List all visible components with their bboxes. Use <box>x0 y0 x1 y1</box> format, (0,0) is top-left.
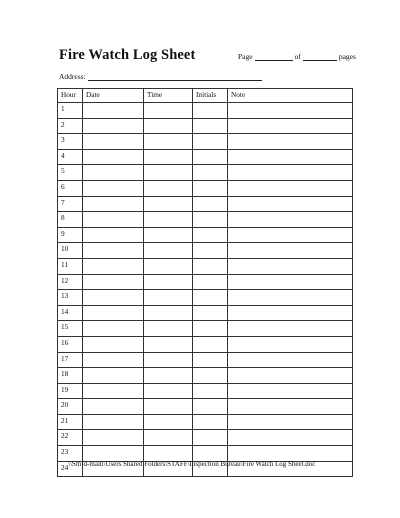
initials-cell[interactable] <box>193 165 228 181</box>
initials-cell[interactable] <box>193 430 228 446</box>
page-total-blank[interactable] <box>303 53 337 61</box>
hour-cell: 22 <box>58 430 83 446</box>
hour-cell: 12 <box>58 274 83 290</box>
date-cell[interactable] <box>83 321 144 337</box>
table-row <box>58 368 353 384</box>
initials-cell[interactable] <box>193 414 228 430</box>
hour-cell: 8 <box>58 212 83 228</box>
initials-cell[interactable] <box>193 321 228 337</box>
time-cell[interactable] <box>144 196 193 212</box>
note-cell[interactable] <box>228 103 353 119</box>
hour-cell: 15 <box>58 321 83 337</box>
table-row <box>58 118 353 134</box>
of-label: of <box>294 52 301 61</box>
table-row <box>58 243 353 259</box>
hour-cell: 4 <box>58 149 83 165</box>
table-row <box>58 414 353 430</box>
table-row <box>58 430 353 446</box>
header-time: Time <box>144 89 193 103</box>
note-cell[interactable] <box>228 165 353 181</box>
header-note: Note <box>228 89 353 103</box>
address-blank[interactable] <box>88 73 262 81</box>
note-cell[interactable] <box>228 414 353 430</box>
hour-cell: 23 <box>58 446 83 462</box>
table-row <box>58 227 353 243</box>
hour-cell: 13 <box>58 290 83 306</box>
table-row <box>58 274 353 290</box>
address-label: Address: <box>59 72 86 81</box>
date-cell[interactable] <box>83 383 144 399</box>
initials-cell[interactable] <box>193 149 228 165</box>
table-row <box>58 383 353 399</box>
hour-cell: 10 <box>58 243 83 259</box>
date-cell[interactable] <box>83 258 144 274</box>
note-cell[interactable] <box>228 368 353 384</box>
time-cell[interactable] <box>144 103 193 119</box>
time-cell[interactable] <box>144 274 193 290</box>
date-cell[interactable] <box>83 165 144 181</box>
hour-cell: 16 <box>58 336 83 352</box>
initials-cell[interactable] <box>193 274 228 290</box>
date-cell[interactable] <box>83 290 144 306</box>
hour-cell: 18 <box>58 368 83 384</box>
date-cell[interactable] <box>83 305 144 321</box>
table-row <box>58 165 353 181</box>
time-cell[interactable] <box>144 243 193 259</box>
hour-cell: 17 <box>58 352 83 368</box>
table-row <box>58 180 353 196</box>
initials-cell[interactable] <box>193 258 228 274</box>
hour-cell: 6 <box>58 180 83 196</box>
initials-cell[interactable] <box>193 290 228 306</box>
hour-cell: 9 <box>58 227 83 243</box>
note-cell[interactable] <box>228 352 353 368</box>
initials-cell[interactable] <box>193 134 228 150</box>
date-cell[interactable] <box>83 368 144 384</box>
date-cell[interactable] <box>83 134 144 150</box>
header-hour: Hour <box>58 89 83 103</box>
date-cell[interactable] <box>83 196 144 212</box>
time-cell[interactable] <box>144 290 193 306</box>
table-row <box>58 290 353 306</box>
initials-cell[interactable] <box>193 227 228 243</box>
note-cell[interactable] <box>228 336 353 352</box>
date-cell[interactable] <box>83 118 144 134</box>
time-cell[interactable] <box>144 134 193 150</box>
hour-cell: 19 <box>58 383 83 399</box>
note-cell[interactable] <box>228 399 353 415</box>
page-title: Fire Watch Log Sheet <box>59 47 196 63</box>
initials-cell[interactable] <box>193 399 228 415</box>
date-cell[interactable] <box>83 180 144 196</box>
time-cell[interactable] <box>144 399 193 415</box>
note-cell[interactable] <box>228 321 353 337</box>
initials-cell[interactable] <box>193 383 228 399</box>
hour-cell: 1 <box>58 103 83 119</box>
initials-cell[interactable] <box>193 196 228 212</box>
date-cell[interactable] <box>83 430 144 446</box>
hour-cell: 24 <box>58 461 83 477</box>
date-cell[interactable] <box>83 243 144 259</box>
date-cell[interactable] <box>83 446 144 462</box>
time-cell[interactable] <box>144 336 193 352</box>
time-cell[interactable] <box>144 352 193 368</box>
note-cell[interactable] <box>228 446 353 462</box>
time-cell[interactable] <box>144 258 193 274</box>
page-number-blank[interactable] <box>255 53 293 61</box>
initials-cell[interactable] <box>193 305 228 321</box>
table-row <box>58 446 353 462</box>
hour-cell: 3 <box>58 134 83 150</box>
table-row <box>58 399 353 415</box>
hour-cell: 5 <box>58 165 83 181</box>
note-cell[interactable] <box>228 383 353 399</box>
date-cell[interactable] <box>83 227 144 243</box>
table-row <box>58 212 353 228</box>
time-cell[interactable] <box>144 118 193 134</box>
initials-cell[interactable] <box>193 180 228 196</box>
time-cell[interactable] <box>144 414 193 430</box>
note-cell[interactable] <box>228 196 353 212</box>
hour-cell: 20 <box>58 399 83 415</box>
time-cell[interactable] <box>144 227 193 243</box>
time-cell[interactable] <box>144 149 193 165</box>
initials-cell[interactable] <box>193 103 228 119</box>
note-cell[interactable] <box>228 118 353 134</box>
initials-cell[interactable] <box>193 446 228 462</box>
date-cell[interactable] <box>83 336 144 352</box>
note-cell[interactable] <box>228 290 353 306</box>
note-cell[interactable] <box>228 134 353 150</box>
time-cell[interactable] <box>144 368 193 384</box>
note-cell[interactable] <box>228 430 353 446</box>
file-path-footer: \\Smfd-main\Users Shared Folders\STAFF\Inspection Bureau\Fire Watch Log Sheet.doc <box>68 460 316 468</box>
time-cell[interactable] <box>144 430 193 446</box>
date-cell[interactable] <box>83 414 144 430</box>
table-row <box>58 305 353 321</box>
date-cell[interactable] <box>83 103 144 119</box>
hour-cell: 7 <box>58 196 83 212</box>
time-cell[interactable] <box>144 305 193 321</box>
date-cell[interactable] <box>83 274 144 290</box>
hour-cell: 11 <box>58 258 83 274</box>
note-cell[interactable] <box>228 227 353 243</box>
table-row <box>58 149 353 165</box>
initials-cell[interactable] <box>193 352 228 368</box>
initials-cell[interactable] <box>193 243 228 259</box>
fire-watch-log-table <box>57 88 353 477</box>
table-row <box>58 103 353 119</box>
date-cell[interactable] <box>83 352 144 368</box>
note-cell[interactable] <box>228 212 353 228</box>
table-row <box>58 336 353 352</box>
table-row <box>58 258 353 274</box>
pages-label: pages <box>338 52 356 61</box>
table-row <box>58 321 353 337</box>
header-date: Date <box>83 89 144 103</box>
date-cell[interactable] <box>83 149 144 165</box>
note-cell[interactable] <box>228 180 353 196</box>
initials-cell[interactable] <box>193 212 228 228</box>
time-cell[interactable] <box>144 165 193 181</box>
table-row <box>58 196 353 212</box>
note-cell[interactable] <box>228 149 353 165</box>
address-line <box>59 72 262 81</box>
table-row <box>58 352 353 368</box>
note-cell[interactable] <box>228 243 353 259</box>
time-cell[interactable] <box>144 321 193 337</box>
note-cell[interactable] <box>228 258 353 274</box>
table-body <box>58 103 353 477</box>
time-cell[interactable] <box>144 446 193 462</box>
header-initials: Initials <box>193 89 228 103</box>
date-cell[interactable] <box>83 399 144 415</box>
page-label: Page <box>238 52 253 61</box>
time-cell[interactable] <box>144 180 193 196</box>
date-cell[interactable] <box>83 212 144 228</box>
time-cell[interactable] <box>144 383 193 399</box>
table-header-row <box>58 89 353 103</box>
initials-cell[interactable] <box>193 368 228 384</box>
hour-cell: 21 <box>58 414 83 430</box>
note-cell[interactable] <box>228 305 353 321</box>
initials-cell[interactable] <box>193 336 228 352</box>
page-number-info <box>238 52 356 61</box>
time-cell[interactable] <box>144 212 193 228</box>
hour-cell: 2 <box>58 118 83 134</box>
initials-cell[interactable] <box>193 118 228 134</box>
hour-cell: 14 <box>58 305 83 321</box>
note-cell[interactable] <box>228 274 353 290</box>
table-row <box>58 134 353 150</box>
